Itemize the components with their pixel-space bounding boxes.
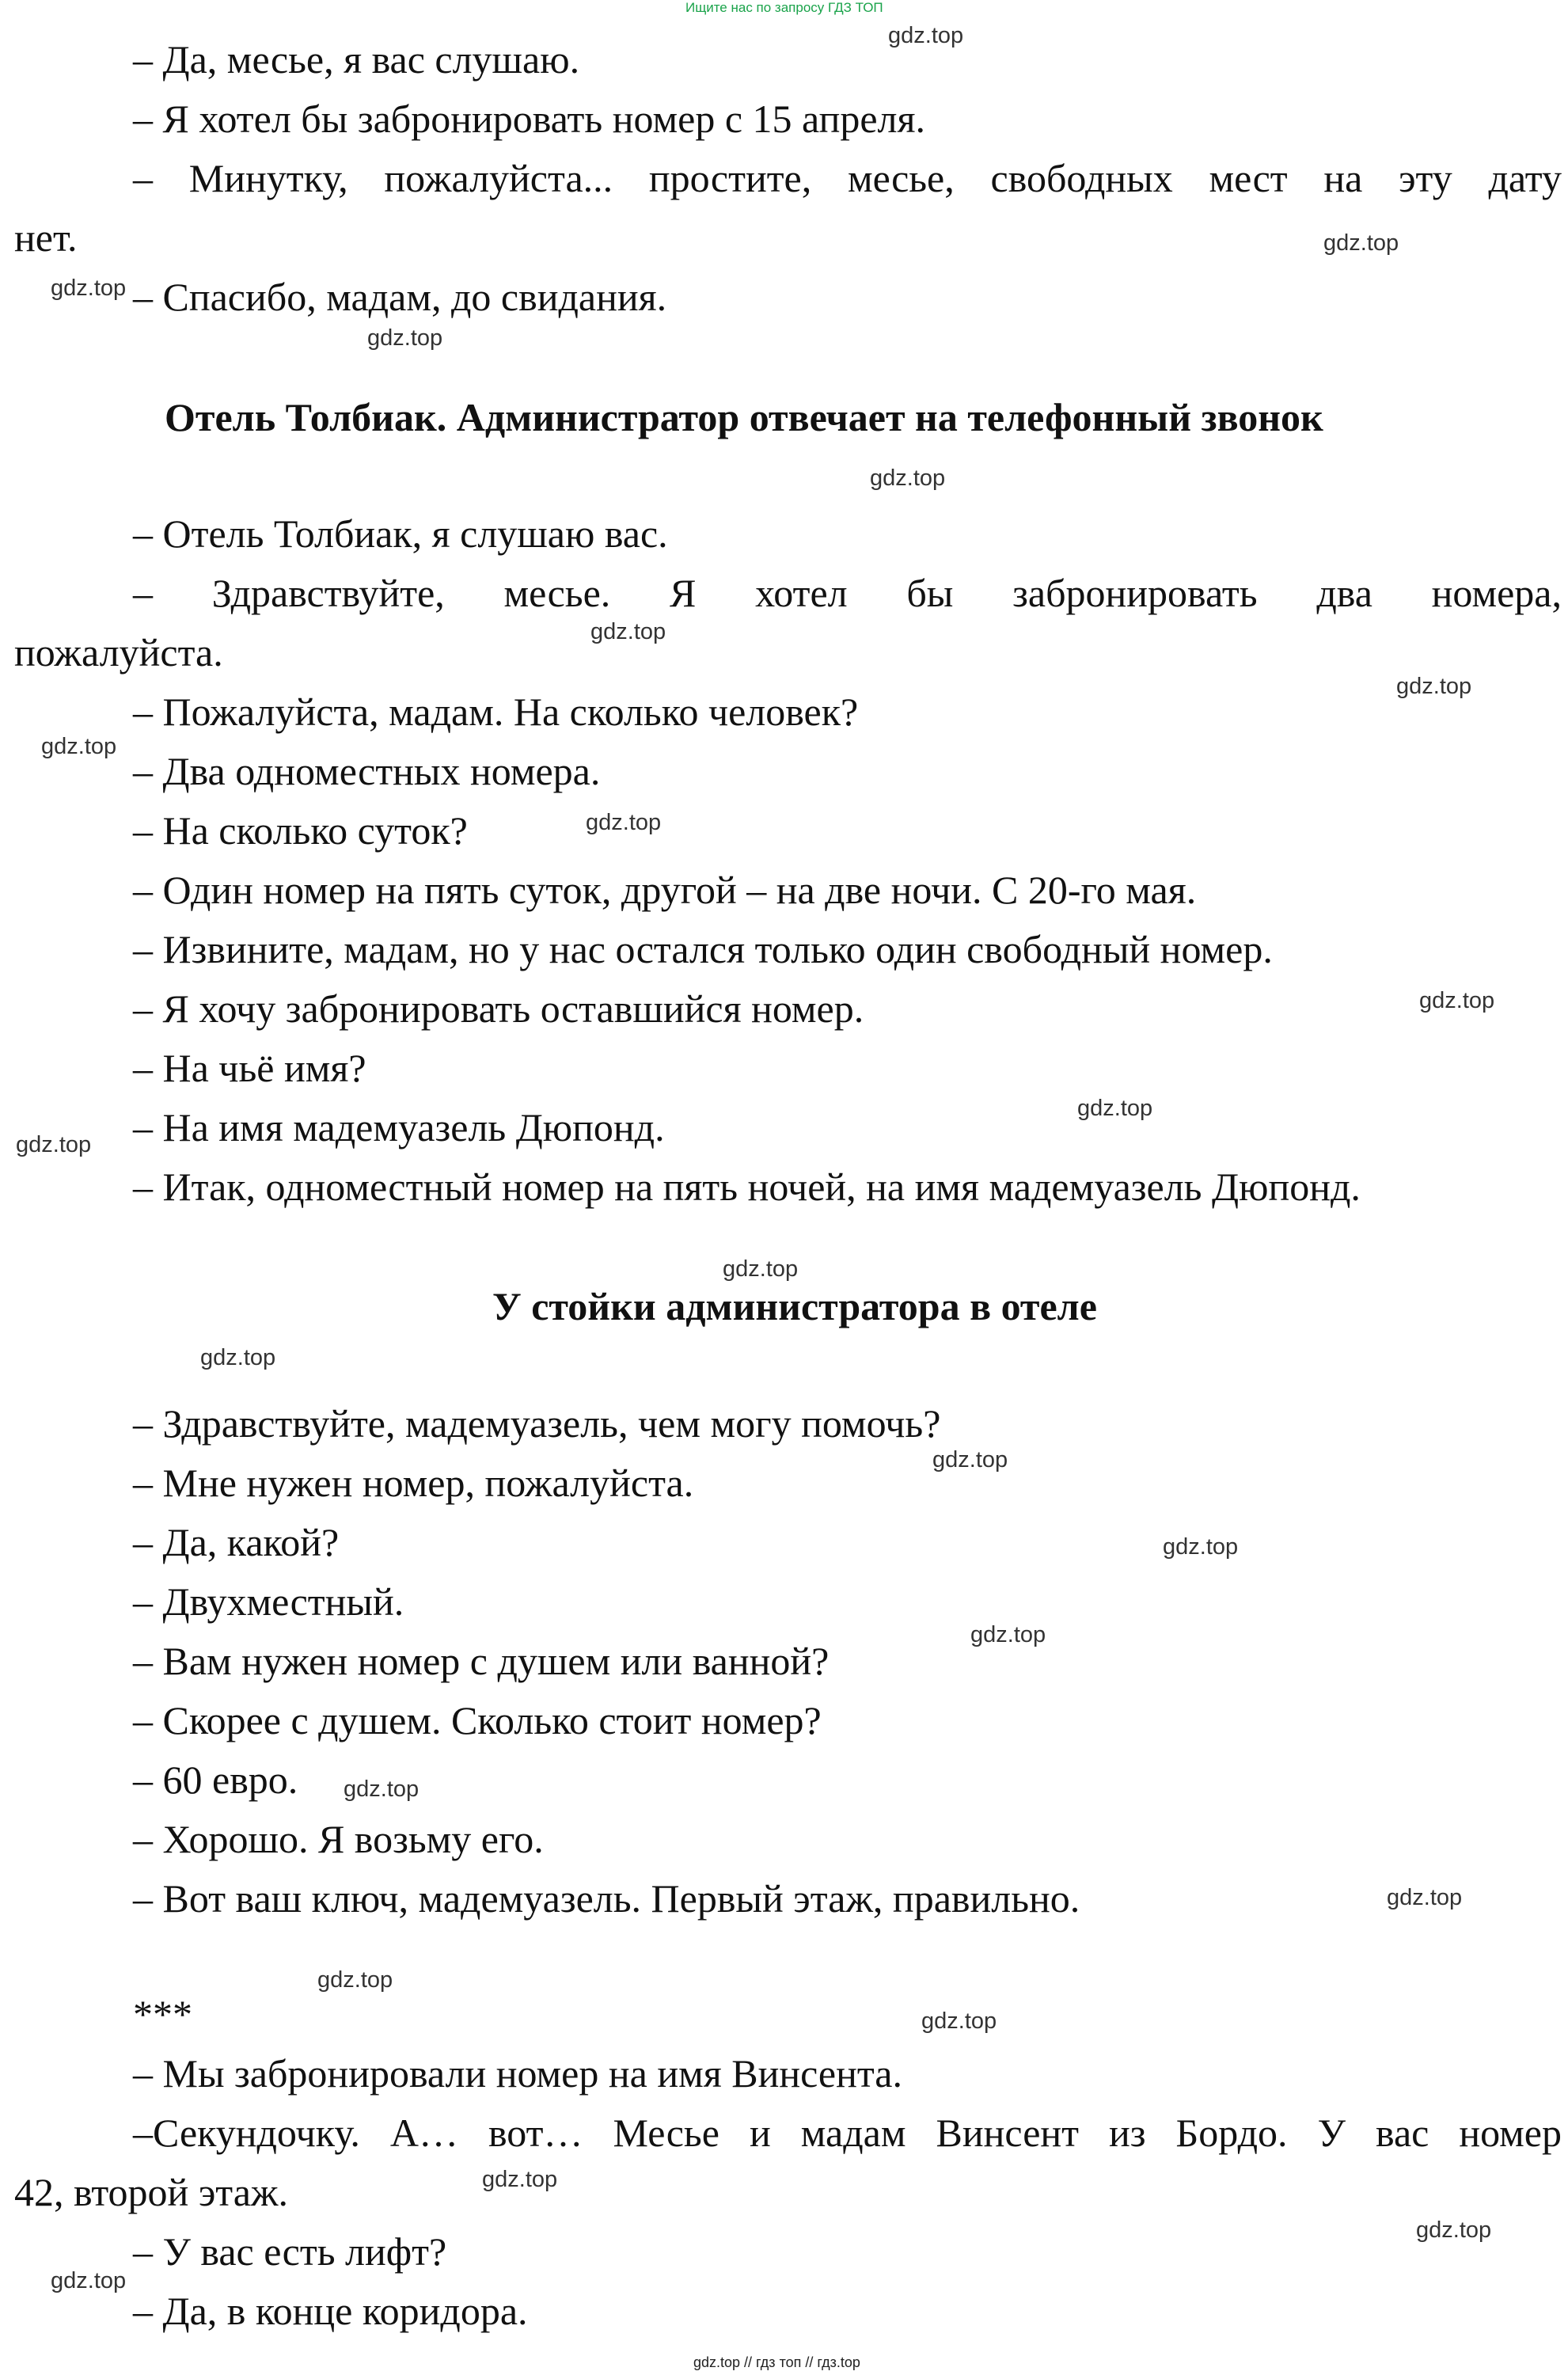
- header-notice[interactable]: Ищите нас по запросу ГДЗ ТОП: [685, 0, 883, 15]
- watermark: gdz.top: [970, 1622, 1046, 1647]
- watermark: gdz.top: [1396, 674, 1472, 699]
- watermark: gdz.top: [723, 1256, 799, 1282]
- watermark: gdz.top: [888, 23, 964, 48]
- section-separator: ***: [133, 1992, 192, 2036]
- dialogue-line: – Итак, одноместный номер на пять ночей, на имя мадемуазель Дюпонд.: [133, 1165, 1361, 1209]
- watermark: gdz.top: [1323, 230, 1399, 256]
- dialogue-line: – Отель Толбиак, я слушаю вас.: [133, 511, 668, 556]
- dialogue-line: – Минутку, пожалуйста... простите, месье, свободных мест на эту дату: [133, 156, 1562, 200]
- watermark: gdz.top: [590, 619, 666, 644]
- watermark: gdz.top: [51, 276, 127, 301]
- watermark: gdz.top: [41, 734, 117, 759]
- dialogue-line: – Я хочу забронировать оставшийся номер.: [133, 986, 864, 1031]
- watermark: gdz.top: [367, 325, 443, 351]
- watermark: gdz.top: [1419, 988, 1495, 1013]
- dialogue-line: – На сколько суток?: [133, 808, 468, 853]
- watermark: gdz.top: [200, 1345, 276, 1370]
- watermark: gdz.top: [51, 2268, 127, 2293]
- watermark: gdz.top: [1416, 2217, 1492, 2243]
- dialogue-line-continuation: 42, второй этаж.: [14, 2170, 288, 2214]
- dialogue-line: – Да, какой?: [133, 1520, 340, 1564]
- dialogue-line: – Спасибо, мадам, до свидания.: [133, 275, 667, 319]
- watermark: gdz.top: [932, 1447, 1008, 1472]
- dialogue-line: – Здравствуйте, мадемуазель, чем могу помочь?: [133, 1401, 941, 1446]
- section-title: У стойки администратора в отеле: [492, 1284, 1097, 1328]
- dialogue-line: – Мы забронировали номер на имя Винсента.: [133, 2051, 902, 2096]
- dialogue-line: – На чьё имя?: [133, 1046, 366, 1090]
- section-title: Отель Толбиак. Администратор отвечает на телефонный звонок: [165, 395, 1323, 439]
- watermark: gdz.top: [344, 1776, 420, 1802]
- dialogue-line: – Мне нужен номер, пожалуйста.: [133, 1461, 694, 1505]
- watermark: gdz.top: [921, 2008, 997, 2034]
- watermark: gdz.top: [317, 1967, 393, 1993]
- dialogue-line: – Один номер на пять суток, другой – на две ночи. С 20-го мая.: [133, 868, 1197, 912]
- dialogue-line: – Два одноместных номера.: [133, 749, 601, 793]
- dialogue-line: –Секундочку. А… вот… Месье и мадам Винсент из Бордо. У вас номер: [133, 2111, 1562, 2155]
- dialogue-line: – Вам нужен номер с душем или ванной?: [133, 1639, 830, 1683]
- dialogue-line: – Да, в конце коридора.: [133, 2289, 528, 2333]
- dialogue-line: – Хорошо. Я возьму его.: [133, 1817, 544, 1861]
- watermark: gdz.top: [586, 810, 662, 835]
- dialogue-line: – Да, месье, я вас слушаю.: [133, 37, 580, 82]
- dialogue-line: – Пожалуйста, мадам. На сколько человек?: [133, 690, 859, 734]
- dialogue-line-continuation: пожалуйста.: [14, 630, 223, 674]
- watermark: gdz.top: [1387, 1885, 1463, 1910]
- dialogue-line: – На имя мадемуазель Дюпонд.: [133, 1105, 665, 1150]
- watermark: gdz.top: [482, 2167, 558, 2192]
- dialogue-line: – Я хотел бы забронировать номер с 15 апреля.: [133, 97, 925, 141]
- watermark: gdz.top: [1163, 1534, 1239, 1560]
- watermark: gdz.top: [16, 1132, 92, 1157]
- footer-links[interactable]: gdz.top // гдз топ // гдз.top: [693, 2354, 860, 2370]
- watermark: gdz.top: [1077, 1096, 1153, 1121]
- dialogue-line: – У вас есть лифт?: [133, 2229, 447, 2274]
- dialogue-line: – Двухместный.: [133, 1579, 404, 1624]
- dialogue-line: – 60 евро.: [133, 1758, 298, 1802]
- dialogue-line: – Здравствуйте, месье. Я хотел бы забронировать два номера,: [133, 571, 1562, 615]
- watermark: gdz.top: [870, 466, 946, 491]
- dialogue-line: – Извините, мадам, но у нас остался только один свободный номер.: [133, 927, 1273, 971]
- dialogue-line-continuation: нет.: [14, 215, 78, 260]
- dialogue-line: – Вот ваш ключ, мадемуазель. Первый этаж, правильно.: [133, 1876, 1080, 1921]
- dialogue-line: – Скорее с душем. Сколько стоит номер?: [133, 1698, 822, 1742]
